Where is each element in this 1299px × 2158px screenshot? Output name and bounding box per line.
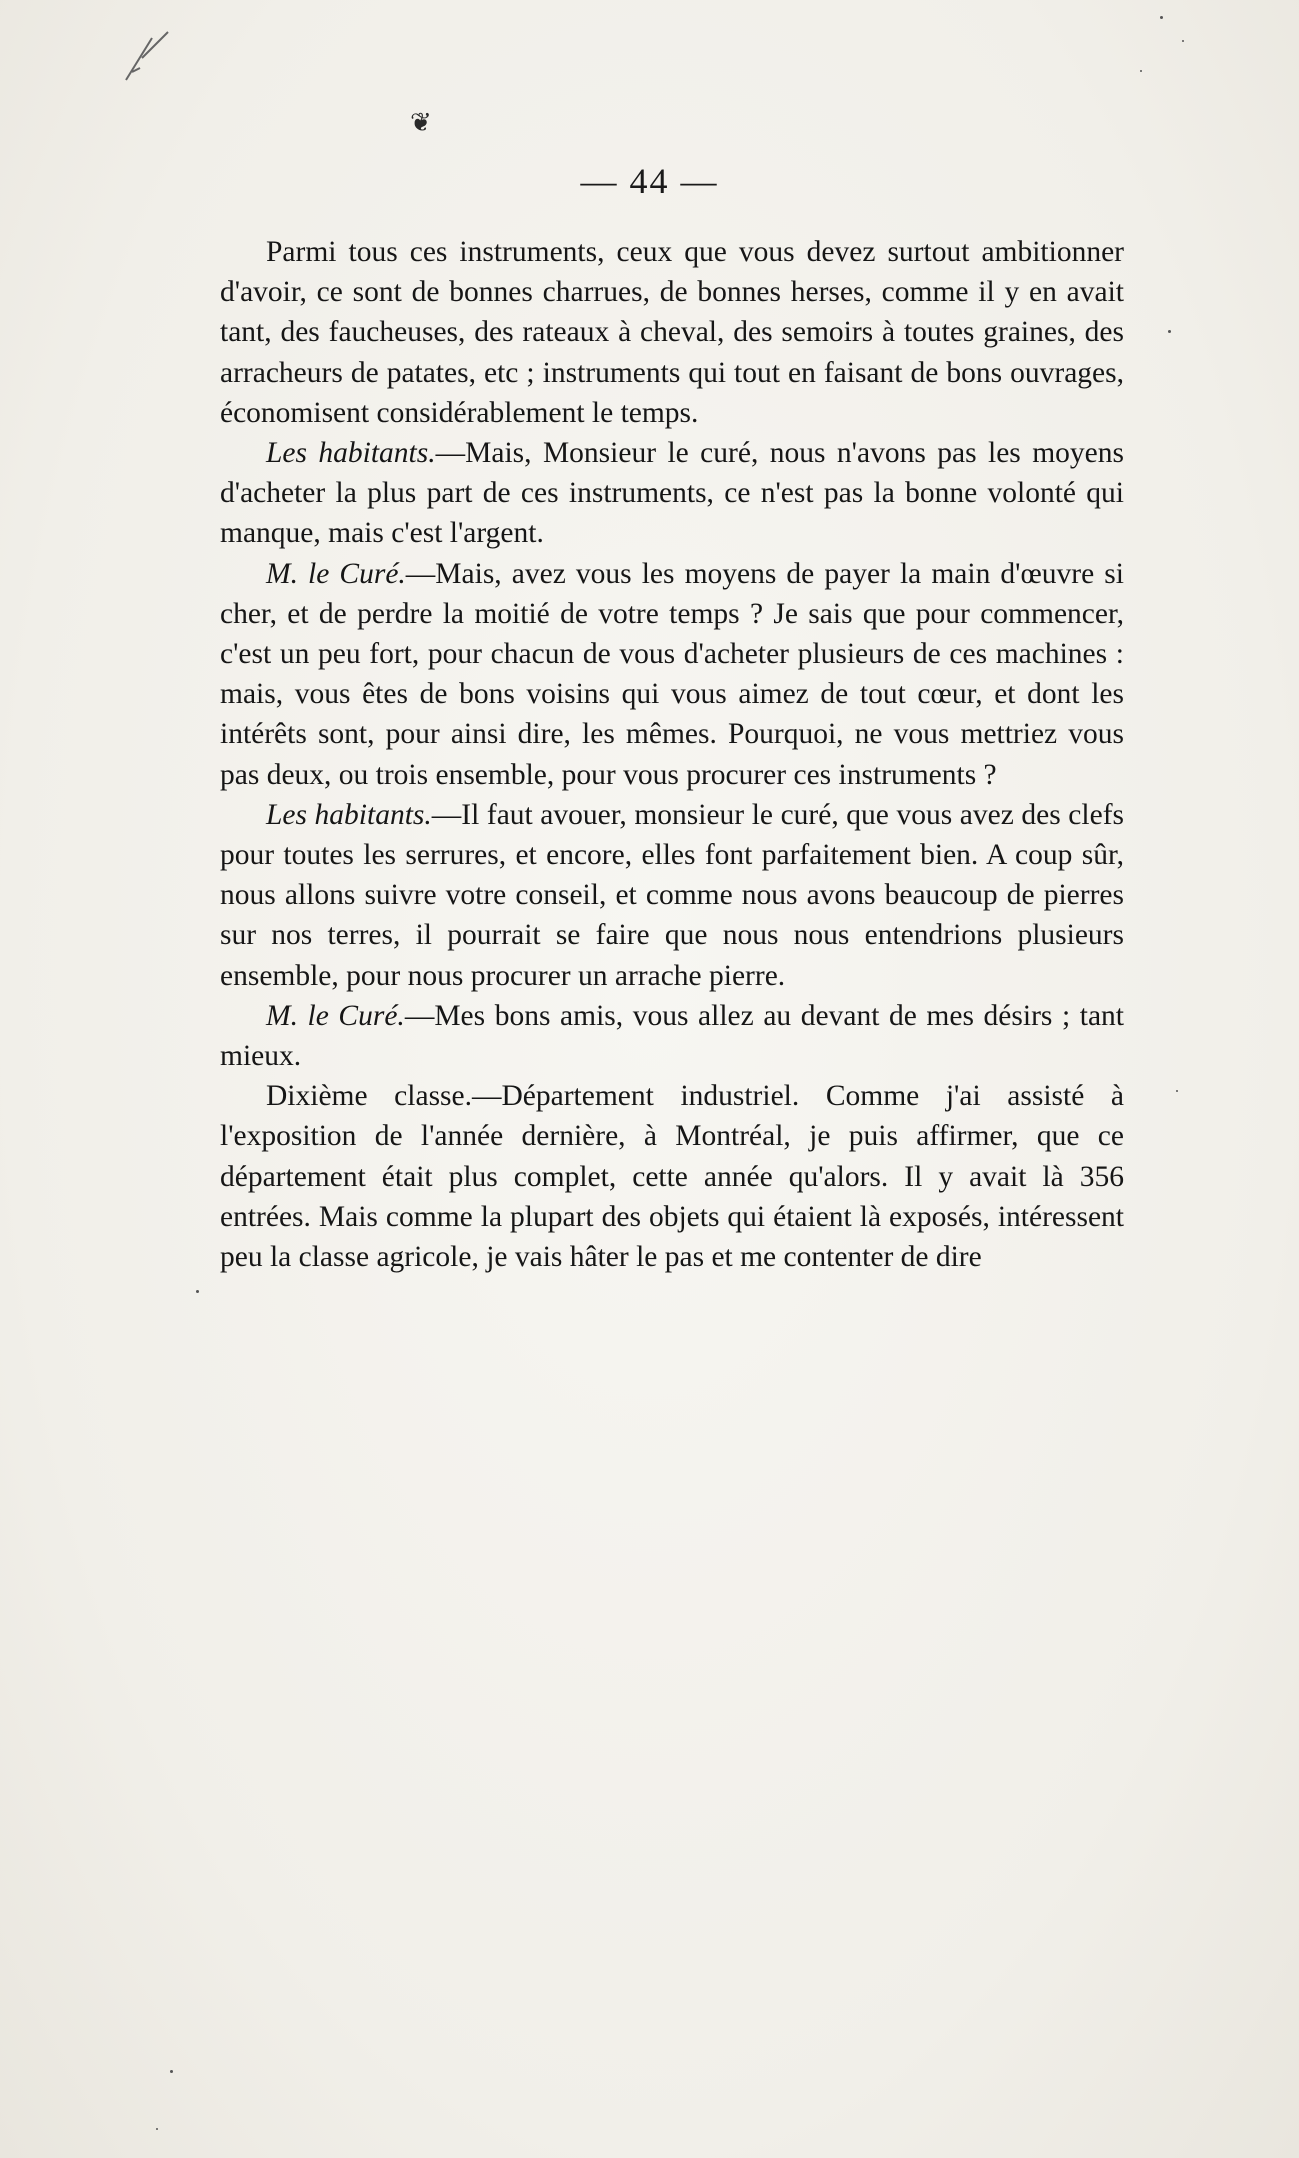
paragraph-text: Parmi tous ces instruments, ceux que vous devez surtout ambitionner d'avoir, ce sont de bonnes charrues, de bonnes herses, comme il y en avait tant, des faucheuses, des rateaux à cheval, des semoirs à toutes graines, des arracheurs de patates, etc ; instruments qui tout en faisant de bons ouvrages, économisent considérablement le temps.: [220, 236, 1124, 429]
speaker-label: M. le Curé.: [266, 999, 405, 1032]
paragraph-text: —Il faut avouer, monsieur le curé, que vous avez des clefs pour toutes les serrures, et encore, elles font parfaitement bien. A coup sûr, nous allons suivre votre conseil, et comme nous avons beaucoup de pierres sur nos terres, il pourrait se faire que nous nous entendrions plusieurs ensemble, pour nous procurer un arrache pierre.: [220, 798, 1124, 992]
paragraph-text: —Mais, avez vous les moyens de payer la main d'œuvre si cher, et de perdre la moitié de votre temps ? Je sais que pour commencer, c'est un peu fort, pour chacun de vous d'acheter plusieurs de ces machines : mais, vous êtes de bons voisins qui vous aimez de tout cœur, et dont les intérêts sont, pour ainsi dire, les mêmes. Pourquoi, ne vous mettriez vous pas deux, ou trois ensemble, pour vous procurer ces instruments ?: [220, 557, 1124, 791]
scan-speck: [170, 2070, 173, 2073]
page-number: — 44 —: [580, 161, 719, 201]
paragraph-instruments: [220, 232, 1124, 433]
paragraph-habitants-reply: [220, 433, 1124, 554]
scan-speck: [1168, 330, 1171, 333]
scan-speck: [156, 2128, 158, 2130]
paragraph-habitants-agree: [220, 795, 1124, 996]
speaker-label: Les habitants.: [266, 798, 432, 831]
paragraph-cure-reply: [220, 554, 1124, 795]
paragraph-cure-closing: [220, 996, 1124, 1076]
ornament-mark: ❦: [410, 108, 432, 138]
scan-speck: [1176, 1090, 1178, 1092]
speaker-label: Les habitants.: [266, 437, 436, 470]
pencil-mark-icon: [122, 28, 174, 86]
speaker-label: M. le Curé.: [266, 557, 406, 590]
paragraph-dixieme-classe: [220, 1076, 1124, 1277]
paragraph-text: —Mes bons amis, vous allez au devant de mes désirs ; tant mieux.: [220, 999, 1124, 1073]
scan-speck: [196, 1290, 199, 1293]
scan-speck: [1140, 70, 1142, 72]
body-text: [220, 232, 1124, 1277]
scan-speck: [1160, 16, 1163, 19]
paragraph-text: —Mais, Monsieur le curé, nous n'avons pas les moyens d'acheter la plus part de ces instruments, ce n'est pas la bonne volonté qui manque, mais c'est l'argent.: [220, 437, 1124, 550]
scan-speck: [1182, 40, 1184, 42]
paragraph-text: Dixième classe.—Département industriel. Comme j'ai assisté à l'exposition de l'année dernière, à Montréal, je puis affirmer, que ce département était plus complet, cette année qu'alors. Il y avait là 356 entrées. Mais comme la plupart des objets qui étaient là exposés, intéressent peu la classe agricole, je vais hâter le pas et me contenter de dire: [220, 1080, 1124, 1274]
